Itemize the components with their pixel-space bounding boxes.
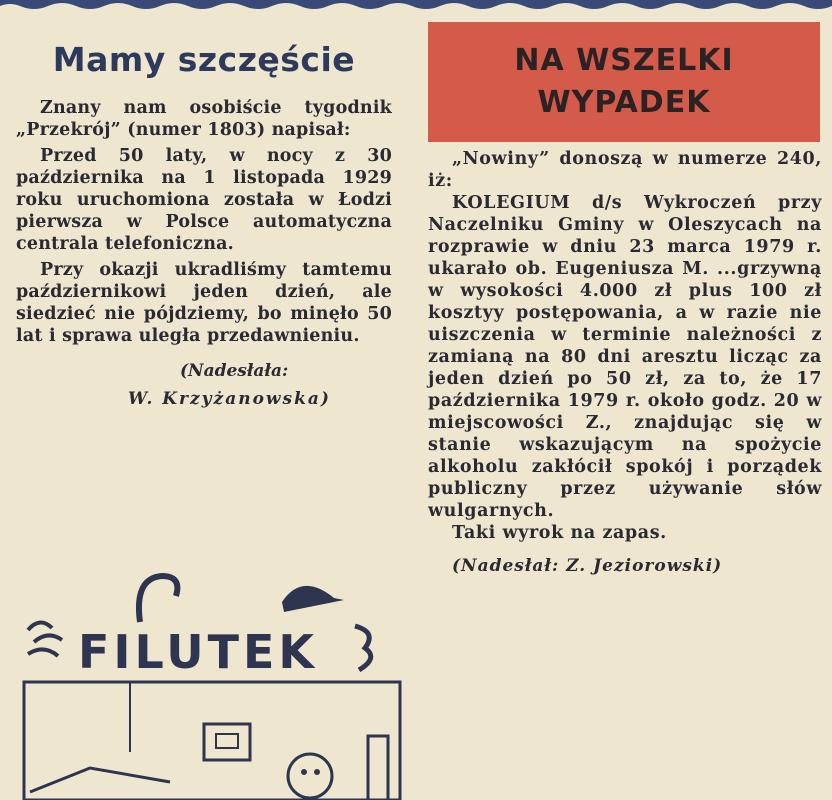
umbrella-handle-icon [139, 576, 177, 622]
article-paragraph: Znany nam osobiście tygodnik „Przekrój” (numer 1803) napisał: [16, 98, 392, 140]
filutek-logo [28, 576, 371, 679]
article-title: Mamy szczęście [52, 40, 356, 79]
article-paragraph: Przy okazji ukradliśmy tamtemu październikowi jeden dzień, ale siedzieć nie pójdziemy, bo minęło 50 lat i sprawa uległa przedawnieniu. [16, 260, 392, 346]
left-article [16, 34, 392, 411]
hat-icon [282, 586, 344, 612]
banner-title: NA WSZELKI WYPADEK [514, 43, 734, 120]
article-paragraph: „Nowiny” donoszą w numerze 240, iż: [428, 149, 822, 191]
table-icon [30, 768, 170, 792]
article-banner [428, 22, 820, 142]
article-paragraph: KOLEGIUM d/s Wykroczeń przy Naczelniku Gminy w Oleszycach na rozprawie w dniu 23 marca 1979 r. ukarało ob. Eugeniusza M. ...grzywną w wysokości 4.000 zł plus 100 zł kosztyy postępowania, a w razie nie uiszczenia w terminie należności z zamianą na 80 dni aresztu licząc za jeden dzień po 50 zł, za to, że 17 października 1979 r. około godz. 20 w miejscowości Z., znajdując się w stanie wskazującym na spożycie alkoholu zakłócił spokój i porządek publiczny przez używanie słów wulgarnych. [428, 193, 822, 521]
picture-frame-icon [204, 724, 250, 760]
article-paragraph: Przed 50 laty, w nocy z 30 października na 1 listopada 1929 roku uruchomiona została w Łodzi pierwsza w Polsce automatyczna centrala telefoniczna. [16, 146, 392, 254]
cartoon-room [24, 682, 400, 800]
filutek-illustration [20, 560, 410, 800]
top-wave-border [0, 0, 832, 16]
article-credit-label: (Nadesłała: [180, 361, 289, 381]
flourish-icon [28, 622, 62, 656]
article-credit-name: W. Krzyżanowska) [128, 389, 331, 409]
ear-flourish-icon [355, 626, 371, 670]
door-icon [368, 736, 388, 800]
face-icon [288, 754, 332, 798]
filutek-logo-text: FILUTEK [78, 625, 319, 679]
article-credit: (Nadesłał: Z. Jeziorowski) [452, 556, 723, 576]
right-article [428, 22, 822, 576]
article-paragraph: Taki wyrok na zapas. [452, 523, 667, 543]
